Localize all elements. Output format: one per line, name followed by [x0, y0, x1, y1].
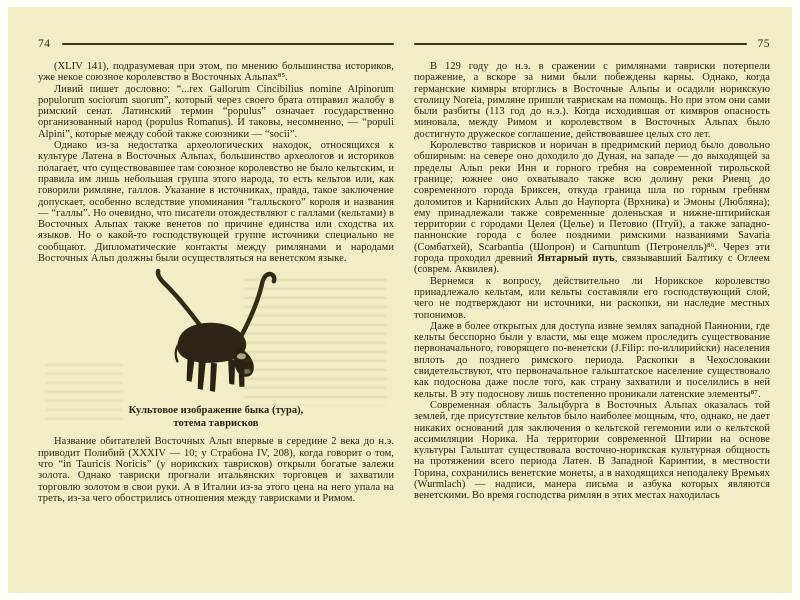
bull-forehead-patch: [237, 354, 246, 360]
page-body: [38, 61, 394, 504]
bull-leg: [210, 363, 217, 392]
figure-caption: [38, 405, 394, 430]
bull-leg: [238, 362, 244, 387]
paragraph: Название обитателей Восточных Альп впервые в середине 2 века до н.э. приводит Полибий (XXXIV — 10; у Страбона IV, 208), когда говорит о том, что “in Tauricis Noricis” (у норикских таврисков) открыли богатые залежи золота. Однако тавриски прогнали итальянских торговцев и захватили торговлю золотом в свои руки. А в Италии из-за этого цена на него упала на треть, из-за чего обострились отношения между таврисками и Римом.: [38, 436, 394, 504]
bull-leg: [198, 361, 206, 390]
page-74: [38, 7, 394, 593]
paragraph: Однако из-за недостатка археологических находок, относящихся к культуре Латена в Восточных Альпах, большинство археологов и историков полагает, что существовавшее там союзное королевство не было кельтским, и правила им лишь небольшая группа этого народа, то есть кельтов или, как говорили римляне, галлов. Указание в источниках, правда, такое заключение допускает, особенно вследствие упоминания “галльского” короля и названия — “галлы”. Но очевидно, что писатели отождествляют с галлами (кельтами) в Восточных Альпах также венетов по причине единства или сходства их языков. Но о какой-то господствующей группе источники специально не сообщают. Дипломатические контакты между римлянами и народами Восточных Альп должны были осуществляться на венетском языке.: [38, 140, 394, 265]
amber-text-after: , связывавший Балтику с Оглеем (соврем. Аквилея).: [414, 253, 770, 276]
bull-figurine-image: [150, 268, 282, 400]
paragraph: Ливий пишет дословно: “...rex Gallorum Cincibilius nomine Alpinorum populorum sociorum suorum”, который через своего брата отправил жалобу в римский сенат. Латинский термин “populus” означает государственно организованный народ (populus Romanus). И таковы, несомненно, — “populi Alpini”, которые между собой также союзники — “socii”.: [38, 83, 394, 140]
page-number: 74: [38, 38, 51, 50]
paragraph: Вернемся к вопросу, действительно ли Норикское королевство принадлежало кельтам, или кельты составляли его господствующий слой, чего не подтверждают ни источники, ни раскопки, ни наследие местных топонимов.: [414, 275, 770, 321]
amber-text-before: Королевство таврисков и норичан в предримский период было довольно обширным: на севере оно доходило до Дуная, на западе — до выходящей за пределы Альп реки Инн и горного гребня на современной тирольской границе; южнее оно охватывало также всю долину реки Риенц до современного города Бриксен, откуда граница шла по горным гребням доломитов и Карнийских Альп до Наупорта (Врхника) и Эмоны (Любляна); ему принадлежали также современные доленьская и нижне-штирийская территории с городами Целея (Целье) и Петовио (Птуй), а также западно-паннонские города с более поздними римскими названиями Savaria (Сомбатхей), Scarbantia (Шопрон) и Carnuntum (Петронелль)⁸⁶. Через эти города проходил древний: [414, 140, 770, 265]
bull-leg: [187, 357, 195, 382]
book-spread: [8, 7, 792, 593]
page-header-left: [38, 37, 394, 51]
paragraph: Современная область Зальцбурга в Восточных Альпах оказалась той землей, где присутствие кельтов было наиболее мощным, что, однако, не дает никаких оснований для заключения о кельтской гегемонии или о кельтской ассимиляции Норика. На территории современной Штирии на основе культуры Гальштат существовала восточно-норикская культурная общность на протяжении всего периода Латен. В Западной Каринтии, в местности Горина, сохранились венетские монеты, а в находящихся неподалеку Времьях (Wurmlach) — надписи, манера письма и азбука которых являются венетскими. Во время господства римлян в этих местах находилась: [414, 399, 770, 502]
paragraph-amber-road: [414, 140, 770, 276]
bull-figure: [38, 268, 394, 430]
page-number: 75: [757, 38, 770, 50]
paragraph: (XLIV 141), подразумевая при этом, по мнению большинства историков, уже некое союзное королевство в Восточных Альпах⁸⁵.: [38, 61, 394, 84]
paragraph: Даже в более открытых для доступа извне землях западной Паннонии, где кельты бесспорно были у власти, мы еще можем проследить существование первоначального, говорящего по-венетски (J.Filip: по-иллирийски) населения вплоть до позднего римского периода. Раскопки в Чехословакии свидетельствуют, что первоначальное гальштатское население существовало как подоснова даже после того, как страну захватили и поселились в ней кельты. В эту подоснову лишь постепенно проникали латенские элементы⁸⁷.: [414, 320, 770, 400]
header-rule: [414, 43, 747, 45]
header-rule: [62, 43, 395, 45]
paragraph: В 129 году до н.э. в сражении с римлянами тавриски потерпели поражение, а вскоре за ними были побеждены карны. Однако, когда германские кимвры вторглись в Восточные Альпы и осадили норикскую столицу Noreia, римляне пришли таврискам на помощь. Но при этом они сами были разбиты (113 год до н.э.). Когда исходившая от кимвров опасность миновала, между Римом и королевством в Восточных Альпах было достигнуто дружеское соглашение, действовавшее целых сто лет.: [414, 61, 770, 140]
caption-line-2: тотема таврисков: [173, 417, 259, 429]
bull-leg: [228, 360, 235, 385]
amber-road-bold: Янтарный путь: [537, 253, 615, 265]
page-body: [414, 61, 770, 502]
page-header-right: [414, 37, 770, 51]
caption-line-1: Культовое изображение быка (тура),: [128, 405, 304, 417]
page-75: [414, 7, 770, 593]
